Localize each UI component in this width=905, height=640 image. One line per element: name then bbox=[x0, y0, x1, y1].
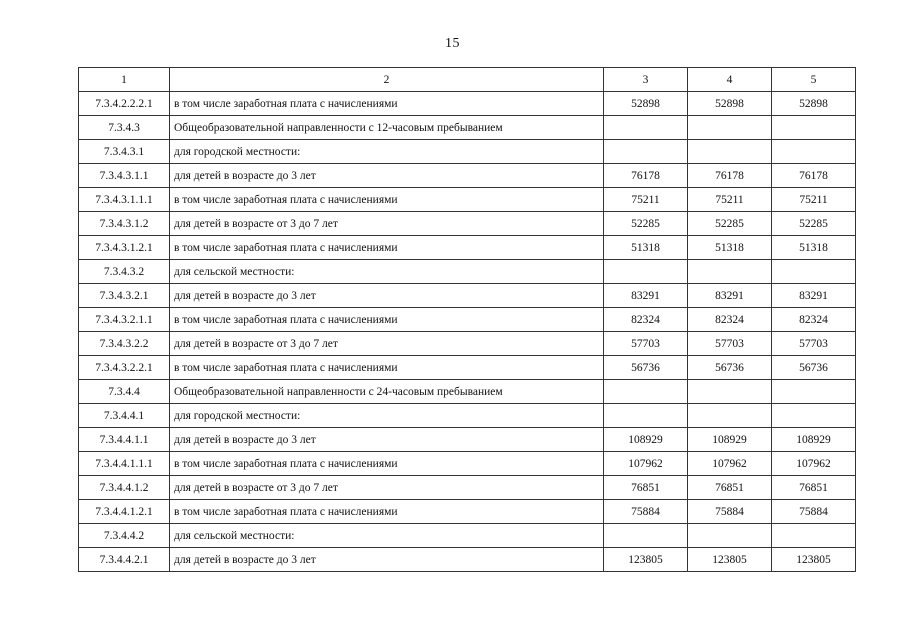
table-row bbox=[79, 500, 856, 524]
column-header-2: 2 bbox=[170, 68, 604, 92]
row-name-cell: Общеобразовательной направленности с 24-часовым пребыванием bbox=[170, 380, 604, 404]
row-value-col3: 83291 bbox=[604, 284, 688, 308]
row-value-col4 bbox=[688, 260, 772, 284]
row-value-col3 bbox=[604, 380, 688, 404]
row-code-cell: 7.3.4.3 bbox=[79, 116, 170, 140]
table-row bbox=[79, 140, 856, 164]
row-value-col5: 56736 bbox=[772, 356, 856, 380]
row-value-col5 bbox=[772, 260, 856, 284]
row-value-col4: 56736 bbox=[688, 356, 772, 380]
row-value-col3: 108929 bbox=[604, 428, 688, 452]
row-value-col4: 123805 bbox=[688, 548, 772, 572]
row-value-col3 bbox=[604, 140, 688, 164]
row-value-col3: 75211 bbox=[604, 188, 688, 212]
row-name-cell: в том числе заработная плата с начислениями bbox=[170, 500, 604, 524]
row-code-cell: 7.3.4.3.1.1.1 bbox=[79, 188, 170, 212]
row-code-cell: 7.3.4.4.1.2.1 bbox=[79, 500, 170, 524]
row-value-col5: 76851 bbox=[772, 476, 856, 500]
table-row bbox=[79, 404, 856, 428]
row-name-cell: в том числе заработная плата с начислениями bbox=[170, 356, 604, 380]
row-value-col5: 123805 bbox=[772, 548, 856, 572]
row-name-cell: в том числе заработная плата с начислениями bbox=[170, 308, 604, 332]
table-row bbox=[79, 260, 856, 284]
table-row bbox=[79, 284, 856, 308]
row-name-cell: для детей в возрасте от 3 до 7 лет bbox=[170, 332, 604, 356]
row-code-cell: 7.3.4.3.2 bbox=[79, 260, 170, 284]
row-value-col5: 51318 bbox=[772, 236, 856, 260]
data-table bbox=[78, 67, 856, 572]
row-value-col4: 51318 bbox=[688, 236, 772, 260]
table-row bbox=[79, 548, 856, 572]
row-value-col3: 76178 bbox=[604, 164, 688, 188]
row-name-cell: для городской местности: bbox=[170, 140, 604, 164]
row-value-col5: 82324 bbox=[772, 308, 856, 332]
table-row bbox=[79, 92, 856, 116]
row-value-col3: 82324 bbox=[604, 308, 688, 332]
row-value-col3: 107962 bbox=[604, 452, 688, 476]
row-value-col4 bbox=[688, 524, 772, 548]
row-name-cell: в том числе заработная плата с начислениями bbox=[170, 452, 604, 476]
row-value-col5: 75884 bbox=[772, 500, 856, 524]
table-row bbox=[79, 380, 856, 404]
row-value-col5: 75211 bbox=[772, 188, 856, 212]
row-code-cell: 7.3.4.4.2 bbox=[79, 524, 170, 548]
row-name-cell: для детей в возрасте до 3 лет bbox=[170, 164, 604, 188]
table-row bbox=[79, 116, 856, 140]
table-row bbox=[79, 452, 856, 476]
row-name-cell: в том числе заработная плата с начислениями bbox=[170, 92, 604, 116]
row-code-cell: 7.3.4.3.1.2.1 bbox=[79, 236, 170, 260]
row-name-cell: для сельской местности: bbox=[170, 260, 604, 284]
row-value-col5: 57703 bbox=[772, 332, 856, 356]
row-value-col4: 52285 bbox=[688, 212, 772, 236]
row-name-cell: для детей в возрасте от 3 до 7 лет bbox=[170, 476, 604, 500]
row-value-col3 bbox=[604, 404, 688, 428]
row-value-col5 bbox=[772, 380, 856, 404]
row-code-cell: 7.3.4.3.2.2.1 bbox=[79, 356, 170, 380]
table-row bbox=[79, 188, 856, 212]
row-name-cell: для городской местности: bbox=[170, 404, 604, 428]
row-value-col4: 108929 bbox=[688, 428, 772, 452]
row-value-col3: 51318 bbox=[604, 236, 688, 260]
row-value-col3: 52285 bbox=[604, 212, 688, 236]
table-row bbox=[79, 428, 856, 452]
column-header-5: 5 bbox=[772, 68, 856, 92]
row-value-col5: 107962 bbox=[772, 452, 856, 476]
row-value-col4: 57703 bbox=[688, 332, 772, 356]
row-value-col3 bbox=[604, 260, 688, 284]
row-code-cell: 7.3.4.3.1.1 bbox=[79, 164, 170, 188]
row-value-col5 bbox=[772, 116, 856, 140]
row-value-col4 bbox=[688, 380, 772, 404]
row-code-cell: 7.3.4.2.2.2.1 bbox=[79, 92, 170, 116]
row-value-col4: 107962 bbox=[688, 452, 772, 476]
row-name-cell: для детей в возрасте до 3 лет bbox=[170, 428, 604, 452]
row-value-col3: 123805 bbox=[604, 548, 688, 572]
row-code-cell: 7.3.4.4.1 bbox=[79, 404, 170, 428]
row-name-cell: для детей в возрасте от 3 до 7 лет bbox=[170, 212, 604, 236]
row-value-col5: 52898 bbox=[772, 92, 856, 116]
table-row bbox=[79, 476, 856, 500]
row-value-col5 bbox=[772, 140, 856, 164]
table-row bbox=[79, 308, 856, 332]
row-code-cell: 7.3.4.4.2.1 bbox=[79, 548, 170, 572]
row-value-col4 bbox=[688, 404, 772, 428]
row-value-col5: 76178 bbox=[772, 164, 856, 188]
row-value-col5 bbox=[772, 404, 856, 428]
row-value-col4: 75884 bbox=[688, 500, 772, 524]
row-code-cell: 7.3.4.4.1.1 bbox=[79, 428, 170, 452]
table-row bbox=[79, 524, 856, 548]
row-value-col4 bbox=[688, 140, 772, 164]
row-value-col3: 52898 bbox=[604, 92, 688, 116]
row-name-cell: в том числе заработная плата с начислениями bbox=[170, 188, 604, 212]
column-header-1: 1 bbox=[79, 68, 170, 92]
column-header-4: 4 bbox=[688, 68, 772, 92]
row-name-cell: Общеобразовательной направленности с 12-часовым пребыванием bbox=[170, 116, 604, 140]
row-value-col3 bbox=[604, 524, 688, 548]
row-value-col4 bbox=[688, 116, 772, 140]
row-value-col3 bbox=[604, 116, 688, 140]
table-row bbox=[79, 356, 856, 380]
row-value-col4: 76178 bbox=[688, 164, 772, 188]
row-name-cell: для детей в возрасте до 3 лет bbox=[170, 548, 604, 572]
row-code-cell: 7.3.4.3.2.1.1 bbox=[79, 308, 170, 332]
row-name-cell: для сельской местности: bbox=[170, 524, 604, 548]
table-row bbox=[79, 212, 856, 236]
table-header-row bbox=[79, 68, 856, 92]
page-number: 15 bbox=[445, 36, 460, 51]
row-value-col4: 52898 bbox=[688, 92, 772, 116]
row-value-col5 bbox=[772, 524, 856, 548]
row-code-cell: 7.3.4.3.2.1 bbox=[79, 284, 170, 308]
row-value-col4: 75211 bbox=[688, 188, 772, 212]
row-name-cell: в том числе заработная плата с начислениями bbox=[170, 236, 604, 260]
table-row bbox=[79, 236, 856, 260]
column-header-3: 3 bbox=[604, 68, 688, 92]
table-row bbox=[79, 332, 856, 356]
row-code-cell: 7.3.4.3.2.2 bbox=[79, 332, 170, 356]
row-code-cell: 7.3.4.4.1.1.1 bbox=[79, 452, 170, 476]
row-code-cell: 7.3.4.4 bbox=[79, 380, 170, 404]
row-value-col4: 82324 bbox=[688, 308, 772, 332]
row-value-col5: 83291 bbox=[772, 284, 856, 308]
row-value-col5: 52285 bbox=[772, 212, 856, 236]
row-value-col3: 75884 bbox=[604, 500, 688, 524]
row-value-col3: 56736 bbox=[604, 356, 688, 380]
row-code-cell: 7.3.4.3.1 bbox=[79, 140, 170, 164]
row-value-col4: 76851 bbox=[688, 476, 772, 500]
row-value-col3: 76851 bbox=[604, 476, 688, 500]
table-row bbox=[79, 164, 856, 188]
row-code-cell: 7.3.4.3.1.2 bbox=[79, 212, 170, 236]
row-value-col5: 108929 bbox=[772, 428, 856, 452]
row-code-cell: 7.3.4.4.1.2 bbox=[79, 476, 170, 500]
row-value-col4: 83291 bbox=[688, 284, 772, 308]
row-value-col3: 57703 bbox=[604, 332, 688, 356]
row-name-cell: для детей в возрасте до 3 лет bbox=[170, 284, 604, 308]
